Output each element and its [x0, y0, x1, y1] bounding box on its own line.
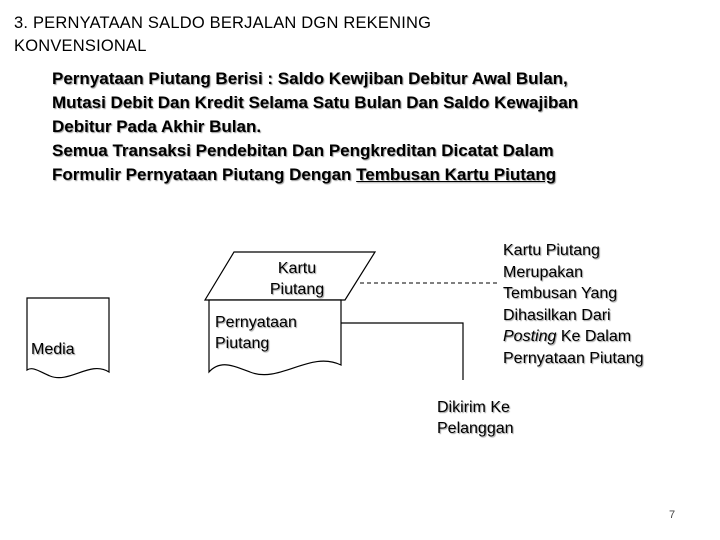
kartu-piutang-line-2: Piutang [269, 281, 325, 298]
page-number: 7 [669, 509, 676, 521]
note-line-5-italic: Posting [503, 328, 557, 345]
note-line-5 [503, 326, 713, 348]
note-line-3: Tembusan Yang [503, 285, 618, 302]
kartu-piutang-label [252, 258, 342, 300]
note-line-4: Dihasilkan Dari [503, 306, 611, 324]
note-line-2: Merupakan [503, 263, 584, 281]
pernyataan-line-2: Piutang [215, 335, 270, 352]
note-line-6: Pernyataan Piutang [503, 349, 644, 367]
media-document-shape [27, 298, 109, 378]
pernyataan-line-1: Pernyataan [215, 314, 297, 331]
note-line-5-rest: Ke Dalam [556, 328, 632, 345]
title-line-2: KONVENSIONAL [14, 37, 147, 55]
body-line-1: Pernyataan Piutang Berisi : Saldo Kewjiban Debitur Awal Bulan, [52, 69, 568, 88]
note-line-1: Kartu Piutang [503, 242, 600, 259]
body-line-4: Semua Transaksi Pendebitan Dan Pengkreditan Dicatat Dalam [52, 141, 554, 160]
destination-line-1: Dikirim Ke [437, 399, 510, 416]
body-line-5-prefix: Formulir Pernyataan Piutang Dengan [52, 165, 357, 184]
kartu-piutang-line-1: Kartu [277, 260, 317, 277]
media-label: Media [31, 341, 75, 358]
body-line-2: Mutasi Debit Dan Kredit Selama Satu Bulan Dan Saldo Kewajiban [52, 93, 579, 112]
pernyataan-piutang-label [215, 312, 297, 354]
title-line-1: 3. PERNYATAAN SALDO BERJALAN DGN REKENING [14, 14, 432, 32]
destination-label [437, 397, 514, 439]
destination-line-2: Pelanggan [437, 420, 514, 437]
body-line-5-underlined: Tembusan Kartu Piutang [356, 165, 557, 184]
body-line-3: Debitur Pada Akhir Bulan. [52, 117, 262, 136]
annotation-note [503, 240, 713, 369]
flow-line-to-customer [341, 323, 463, 380]
